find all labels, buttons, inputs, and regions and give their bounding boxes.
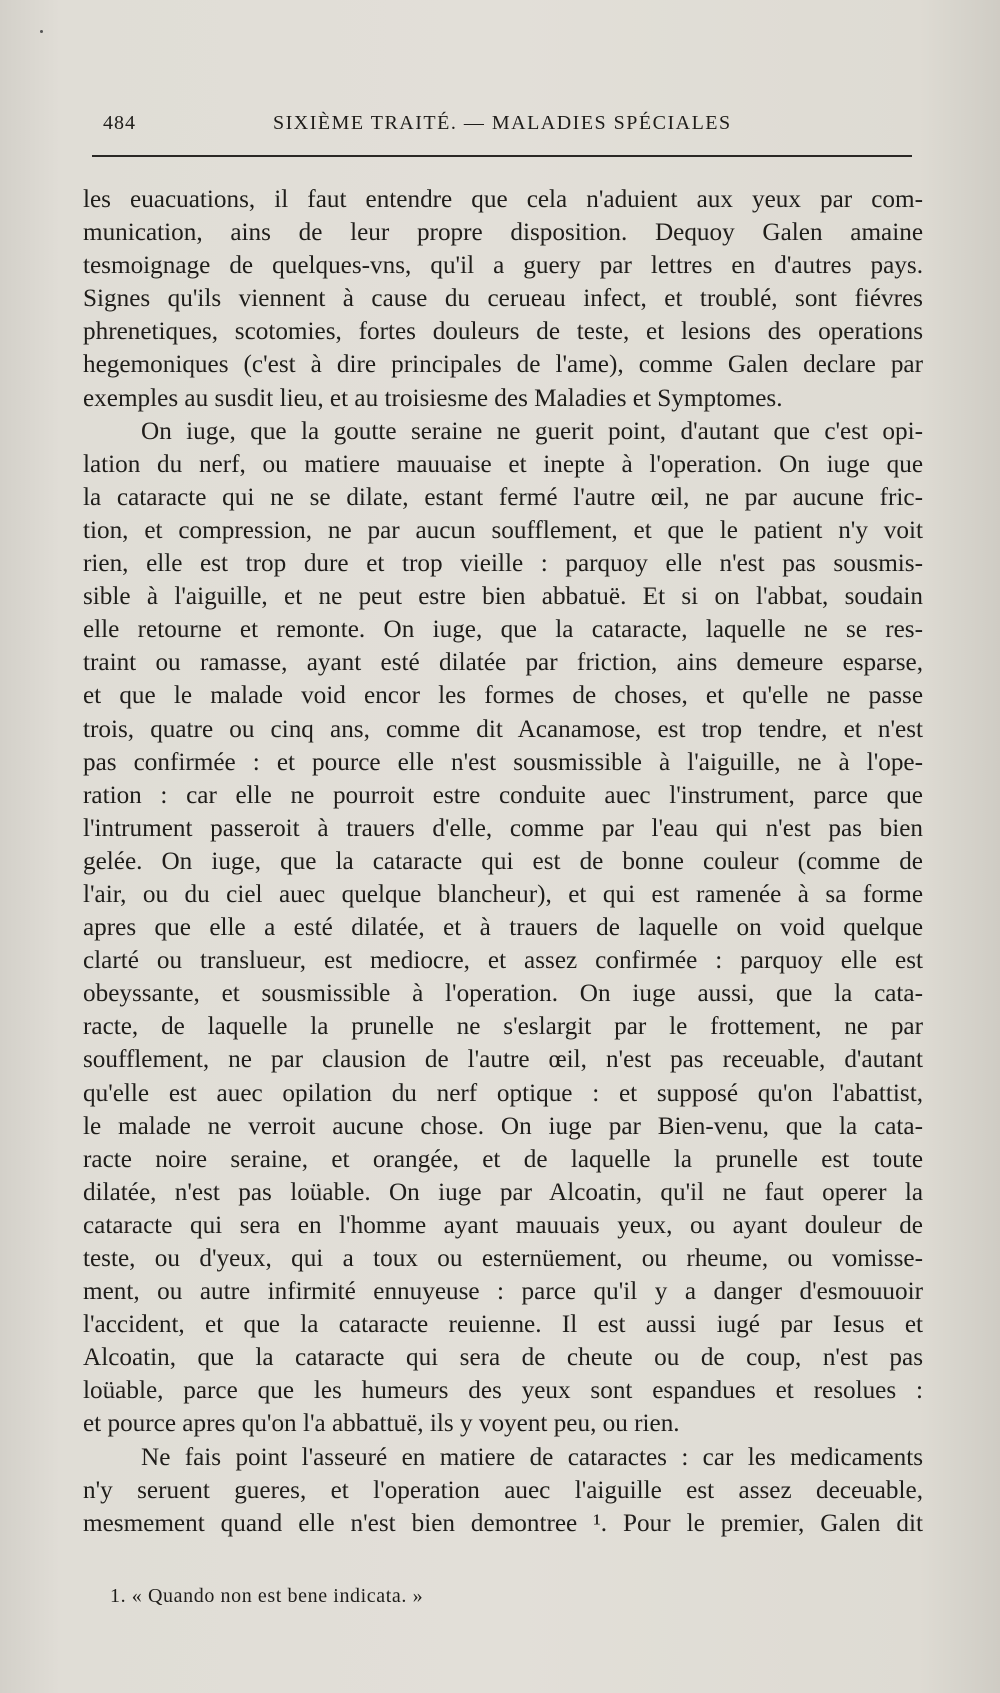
text-line: clarté ou translueur, est mediocre, et assez confirmée : parquoy elle est <box>83 947 923 975</box>
text-line: rien, elle est trop dure et trop vieille : parquoy elle n'est pas sousmis- <box>83 550 923 578</box>
text-line: l'intrument passeroit à trauers d'elle, comme par l'eau qui n'est pas bien <box>83 814 923 842</box>
text-line: trois, quatre ou cinq ans, comme dit Acanamose, est trop tendre, et n'est <box>83 715 923 743</box>
text-line: cataracte qui sera en l'homme ayant mauuais yeux, ou ayant douleur de <box>83 1211 923 1239</box>
text-line: dilatée, n'est pas loüable. On iuge par Alcoatin, qu'il ne faut operer la <box>83 1178 923 1206</box>
text-line: les euacuations, il faut entendre que cela n'aduient aux yeux par com- <box>83 186 923 213</box>
text-line: lation du nerf, ou matiere mauuaise et inepte à l'operation. On iuge que <box>83 450 923 478</box>
text-line: qu'elle est auec opilation du nerf optique : et supposé qu'on l'abattist, <box>83 1079 923 1107</box>
text-line: racte, de laquelle la prunelle ne s'eslargit par le frottement, ne par <box>83 1013 923 1041</box>
text-line: n'y seruent gueres, et l'operation auec l'aiguille est assez deceuable, <box>83 1476 923 1504</box>
body-text <box>83 183 923 1540</box>
text-line: hegemoniques (c'est à dire principales de l'ame), comme Galen declare par <box>83 351 923 379</box>
text-line: l'accident, et que la cataracte reuienne. Il est aussi iugé par Iesus et <box>83 1311 923 1339</box>
text-line: Alcoatin, que la cataracte qui sera de cheute ou de coup, n'est pas <box>83 1344 923 1372</box>
running-head <box>103 112 915 142</box>
text-line: l'air, ou du ciel auec quelque blancheur), et qui est ramenée à sa forme <box>83 880 923 908</box>
text-line: et pource apres qu'on l'a abbattuë, ils y voyent peu, ou rien. <box>83 1410 680 1438</box>
text-line: la cataracte qui ne se dilate, estant fermé l'autre œil, ne par aucune fric- <box>83 483 923 511</box>
running-head-title: SIXIÈME TRAITÉ. — MALADIES SPÉCIALES <box>273 112 732 134</box>
text-line: et que le malade void encor les formes de choses, et qu'elle ne passe <box>83 682 923 710</box>
header-rule <box>92 155 912 157</box>
text-line: exemples au susdit lieu, et au troisiesme des Maladies et Symptomes. <box>83 384 783 412</box>
text-line: ment, ou autre infirmité ennuyeuse : parce qu'il y a danger d'esmouuoir <box>83 1278 923 1306</box>
text-line: le malade ne verroit aucune chose. On iuge par Bien-venu, que la cata- <box>83 1112 923 1140</box>
text-line: phrenetiques, scotomies, fortes douleurs de teste, et lesions des operations <box>83 318 923 346</box>
text-line: traint ou ramasse, ayant esté dilatée par friction, ains demeure esparse, <box>83 649 923 677</box>
text-line: sible à l'aiguille, et ne peut estre bien abbatuë. Et si on l'abbat, soudain <box>83 583 923 611</box>
text-line: mesmement quand elle n'est bien demontree ¹. Pour le premier, Galen dit <box>83 1509 923 1537</box>
text-line: racte noire seraine, et orangée, et de laquelle la prunelle est toute <box>83 1145 923 1173</box>
text-line: teste, ou d'yeux, qui a toux ou esternüement, ou rheume, ou vomisse- <box>83 1245 923 1272</box>
page-number: 484 <box>103 112 136 134</box>
text-line: elle retourne et remonte. On iuge, que la cataracte, laquelle ne se res- <box>83 616 923 644</box>
paragraph-start-line: Ne fais point l'asseuré en matiere de cataractes : car les medicaments <box>141 1443 923 1471</box>
paper-speck <box>40 30 43 33</box>
text-line: soufflement, ne par clausion de l'autre œil, n'est pas receuable, d'autant <box>83 1046 923 1074</box>
text-line: pas confirmée : et pource elle n'est sousmissible à l'aiguille, ne à l'ope- <box>83 748 923 776</box>
text-line: apres que elle a esté dilatée, et à trauers de laquelle on void quelque <box>83 914 923 942</box>
footnote: 1. « Quando non est bene indicata. » <box>110 1585 424 1607</box>
text-line: tion, et compression, ne par aucun soufflement, et que le patient n'y voit <box>83 516 923 544</box>
text-line: munication, ains de leur propre disposition. Dequoy Galen amaine <box>83 219 923 247</box>
text-line: ration : car elle ne pourroit estre conduite auec l'instrument, parce que <box>83 781 923 809</box>
text-line: gelée. On iuge, que la cataracte qui est de bonne couleur (comme de <box>83 847 923 875</box>
text-line: Signes qu'ils viennent à cause du cerueau infect, et troublé, sont fiévres <box>83 285 923 313</box>
paragraph-start-line: On iuge, que la goutte seraine ne guerit point, d'autant que c'est opi- <box>141 417 923 445</box>
text-line: obeyssante, et sousmissible à l'operation. On iuge aussi, que la cata- <box>83 980 923 1008</box>
text-line: tesmoignage de quelques-vns, qu'il a guery par lettres en d'autres pays. <box>83 252 923 280</box>
text-line: loüable, parce que les humeurs des yeux sont espandues et resolues : <box>83 1377 923 1405</box>
